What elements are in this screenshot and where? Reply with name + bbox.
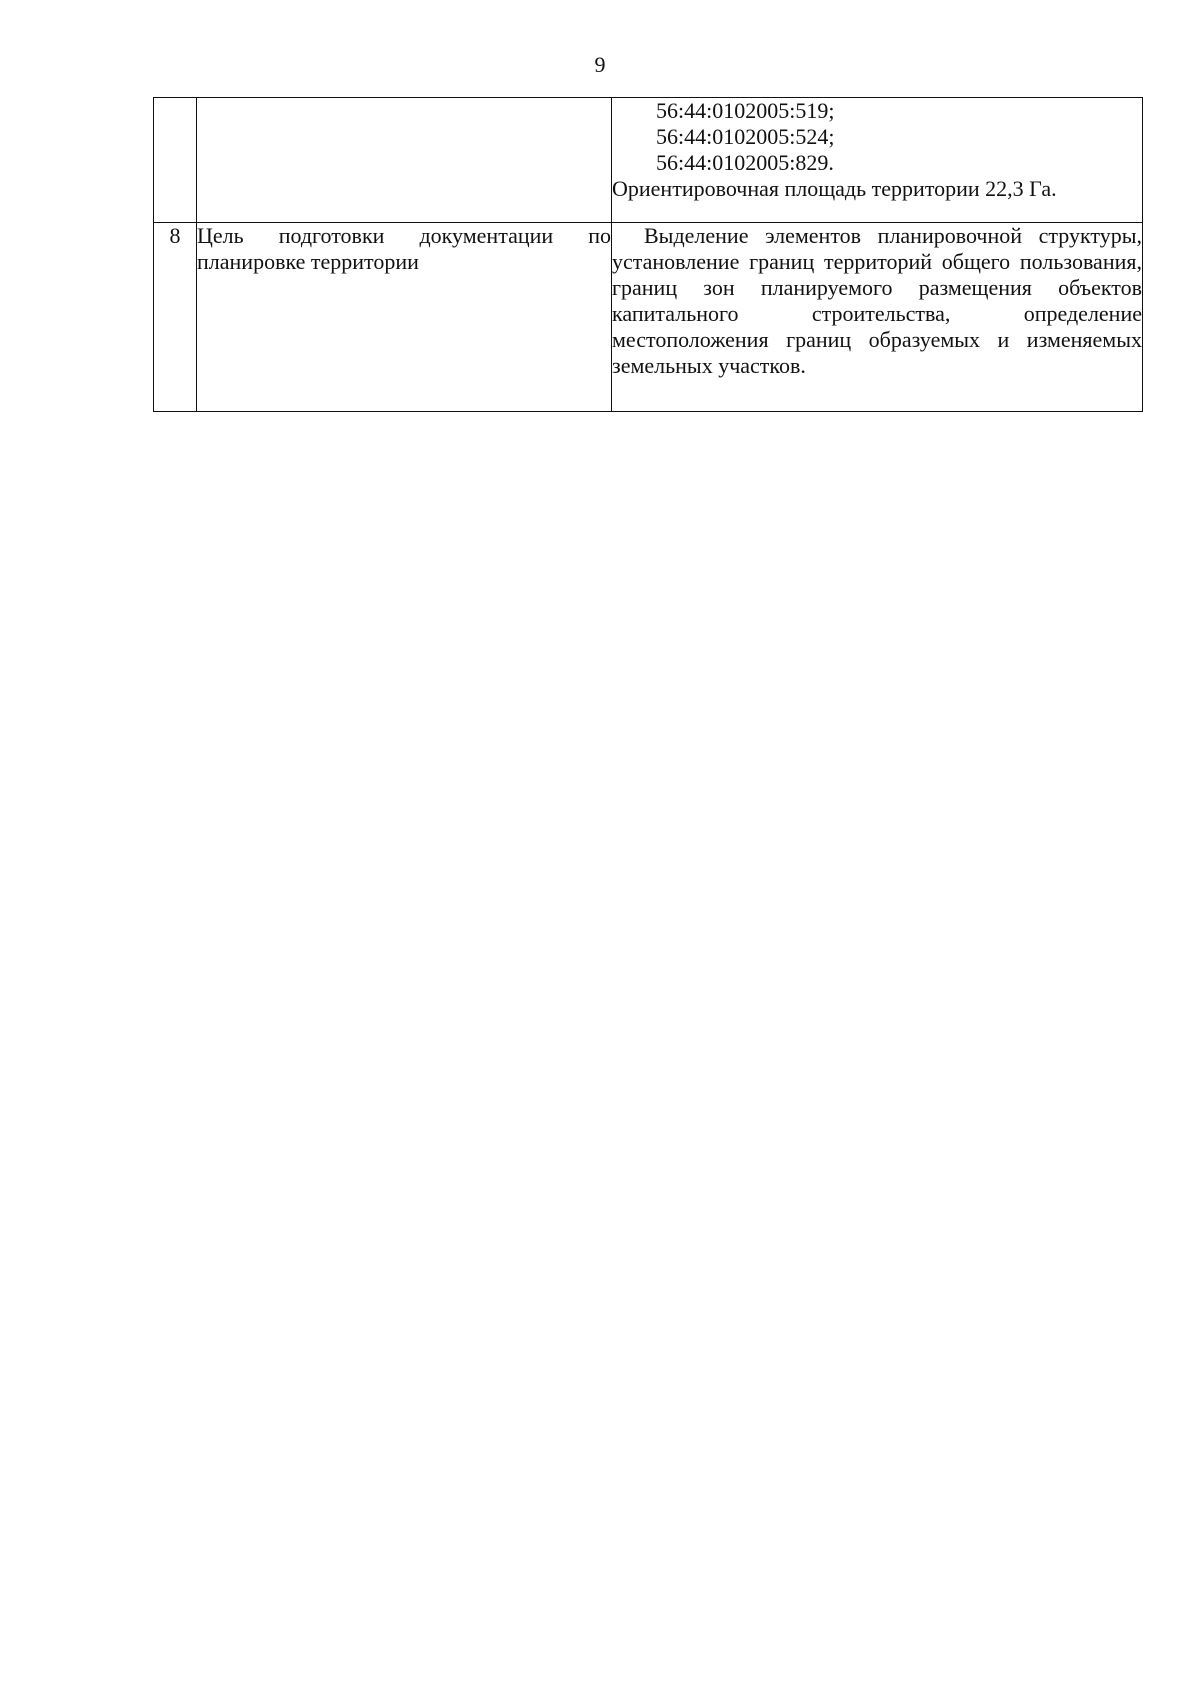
table-row-8 — [154, 223, 1143, 412]
row-value-cell: Выделение элементов планировочной структуры, установление границ территорий общего пользования, границ зон планируемого размещения объектов капитального строительства, определение местоположения границ образуемых и изменяемых земельных участков. — [612, 223, 1143, 412]
row-label-cell — [197, 98, 612, 223]
page-number: 9 — [594, 52, 606, 77]
table-row-continuation — [154, 98, 1143, 223]
cadastral-number: 56:44:0102005:519; — [656, 98, 835, 123]
row-number-cell — [154, 98, 197, 223]
territory-area-text: Ориентировочная площадь территории 22,3 Га. — [612, 176, 1057, 201]
row-label-cell: Цель подготовки документации по планировке территории — [197, 223, 612, 412]
document-table — [153, 97, 1143, 412]
cadastral-number: 56:44:0102005:829. — [656, 150, 834, 175]
row-value-cell — [612, 98, 1143, 223]
row-number-cell: 8 — [154, 223, 197, 412]
cadastral-number: 56:44:0102005:524; — [656, 124, 835, 149]
